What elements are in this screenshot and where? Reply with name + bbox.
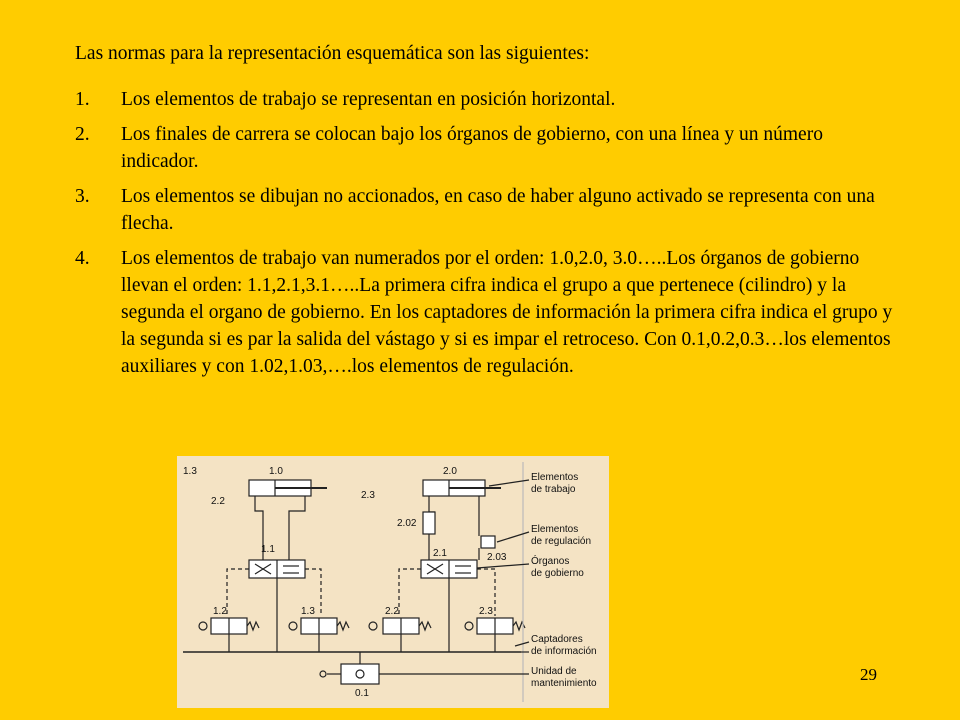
intro-text: Las normas para la representación esquemática son las siguientes: — [75, 43, 590, 64]
label-0-1: 0.1 — [355, 688, 369, 699]
label-2-02: 2.02 — [397, 518, 417, 529]
legend-unidad-line1: Unidad de — [531, 666, 577, 677]
legend-gobierno-line2: de gobierno — [531, 568, 584, 579]
legend-trabajo-line2: de trabajo — [531, 484, 576, 495]
label-1-2: 1.2 — [213, 606, 227, 617]
rule-number: 1. — [75, 89, 90, 110]
label-1-1: 1.1 — [261, 544, 275, 555]
legend-gobierno-line1: Órganos — [531, 556, 570, 567]
rule-item — [75, 183, 905, 237]
page-number: 29 — [860, 665, 877, 684]
label-2-03: 2.03 — [487, 552, 507, 563]
legend-regulacion-line1: Elementos — [531, 524, 579, 535]
label-2-2-top: 2.2 — [211, 496, 225, 507]
label-1-0: 1.0 — [269, 466, 283, 477]
regulation-2-03 — [481, 536, 495, 548]
regulation-2-02 — [423, 512, 435, 534]
label-2-1: 2.1 — [433, 548, 447, 559]
label-2-3: 2.3 — [479, 606, 493, 617]
legend-regulacion-line2: de regulación — [531, 536, 592, 547]
maintenance-unit-0-1 — [341, 664, 379, 684]
rule-item — [75, 245, 905, 380]
pneumatic-schematic-figure — [177, 456, 609, 708]
rule-text: Los elementos de trabajo se representan en posición horizontal. — [121, 89, 616, 110]
rule-text: Los elementos de trabajo van numerados por el orden: 1.0,2.0, 3.0…..Los órganos de gobierno llevan el orden: 1.1,2.1,3.1…..La primera cifra indica el grupo a que pertenece (cilindro) y la segunda el organo de gobierno. En los captadores de información la primera cifra indica el grupo y la segunda si es par la salida del vástago y si es impar el retroceso. Con 0.1,0.2,0.3…los elementos auxiliares y con 1.02,1.03,….los elementos de regulación. — [121, 248, 893, 377]
legend-captadores-line2: de información — [531, 646, 597, 657]
label-2-2: 2.2 — [385, 606, 399, 617]
rule-number: 2. — [75, 124, 90, 145]
rule-number: 4. — [75, 248, 90, 269]
label-2-3-top: 2.3 — [361, 490, 375, 501]
rule-item — [75, 86, 905, 113]
legend-unidad-line2: mantenimiento — [531, 678, 597, 689]
rule-text: Los elementos se dibujan no accionados, en caso de haber alguno activado se representa con una flecha. — [121, 186, 875, 234]
pneumatic-schematic — [177, 456, 609, 708]
legend-trabajo-line1: Elementos — [531, 472, 579, 483]
rules-list — [75, 86, 905, 388]
rule-number: 3. — [75, 186, 90, 207]
legend-captadores-line1: Captadores — [531, 634, 583, 645]
rule-text: Los finales de carrera se colocan bajo los órganos de gobierno, con una línea y un número indicador. — [121, 124, 823, 172]
label-2-0: 2.0 — [443, 466, 457, 477]
label-1-3: 1.3 — [301, 606, 315, 617]
label-1-3-top: 1.3 — [183, 466, 197, 477]
rule-item — [75, 121, 905, 175]
